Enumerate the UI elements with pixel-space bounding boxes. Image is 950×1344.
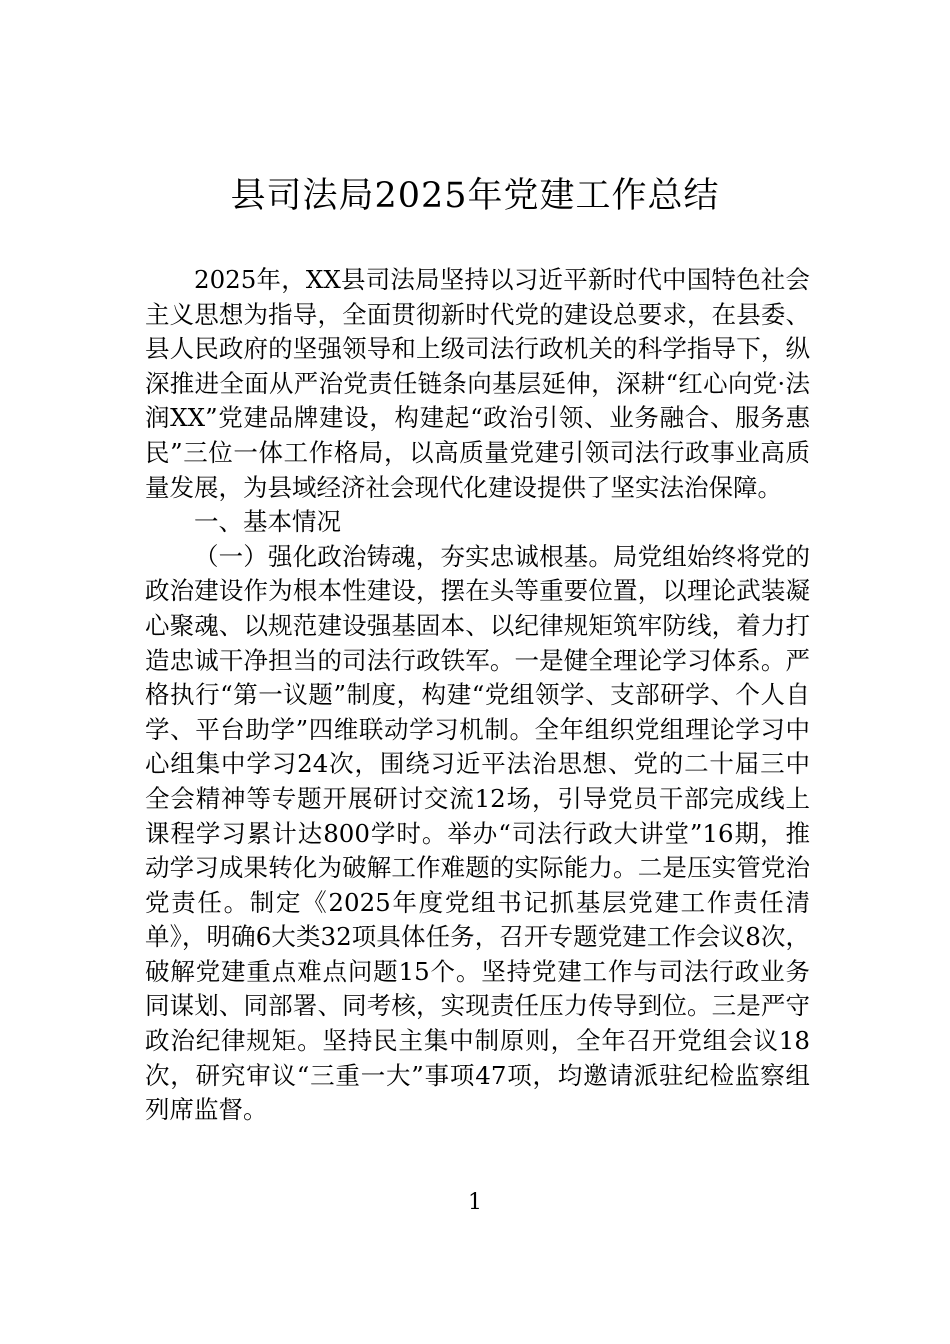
subsection-paragraph: （一）强化政治铸魂，夯实忠诚根基。局党组始终将党的政治建设作为根本性建设，摆在头等重要位置，以理论武装凝心聚魂、以规范建设强基固本、以纪律规矩筑牢防线，着力打造忠诚干净担当的司法行政铁军。一是健全理论学习体系。严格执行“第一议题”制度，构建“党组领学、支部研学、个人自学、平台助学”四维联动学习机制。全年组织党组理论学习中心组集中学习24次，围绕习近平法治思想、党的二十届三中全会精神等专题开展研讨交流12场，引导党员干部完成线上课程学习累计达800学时。举办“司法行政大讲堂”16期，推动学习成果转化为破解工作难题的实际能力。二是压实管党治党责任。制定《2025年度党组书记抓基层党建工作责任清单》，明确6大类32项具体任务，召开专题党建工作会议8次，破解党建重点难点问题15个。坚持党建工作与司法行政业务同谋划、同部署、同考核，实现责任压力传导到位。三是严守政治纪律规矩。坚持民主集中制原则，全年召开党组会议18次，研究审议“三重一大”事项47项，均邀请派驻纪检监察组列席监督。 [145,541,810,1125]
section-heading: 一、基本情况 [194,507,341,537]
document-title: 县司法局2025年党建工作总结 [230,176,720,216]
document-body [145,263,810,1128]
page-number: 1 [468,1190,482,1215]
intro-paragraph: 2025年，XX县司法局坚持以习近平新时代中国特色社会主义思想为指导，全面贯彻新时代党的建设总要求，在县委、县人民政府的坚强领导和上级司法行政机关的科学指导下，纵深推进全面从严治党责任链条向基层延伸，深耕“红心向党·法润XX”党建品牌建设，构建起“政治引领、业务融合、服务惠民”三位一体工作格局，以高质量党建引领司法行政事业高质量发展，为县域经济社会现代化建设提供了坚实法治保障。 [145,265,810,502]
